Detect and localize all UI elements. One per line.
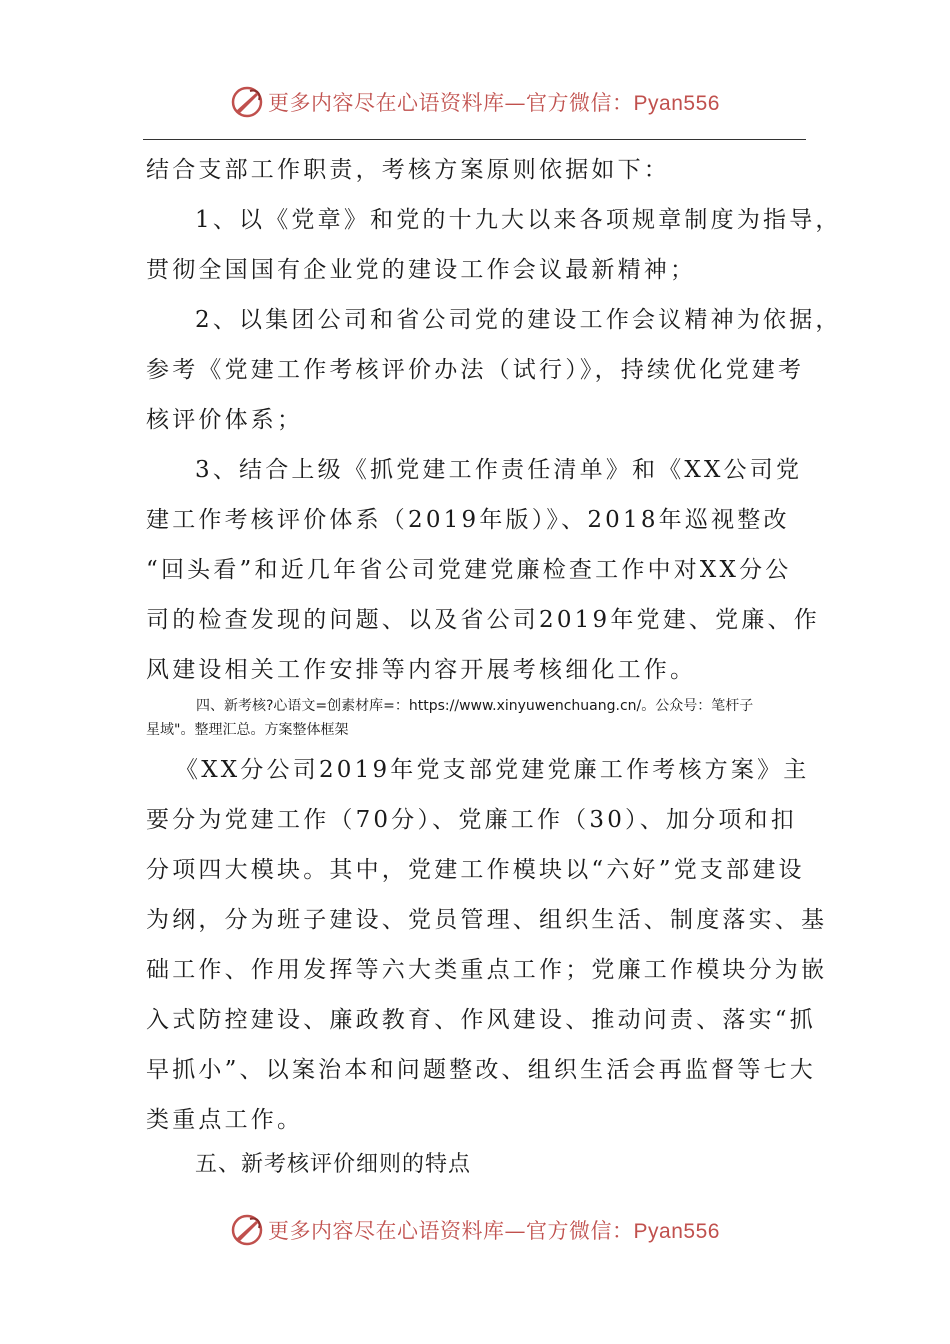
footer-banner — [0, 1210, 950, 1250]
body-line-12: 《XX分公司2019年党支部党建党廉工作考核方案》主 — [175, 757, 810, 783]
body-line-2: 1、以《党章》和党的十九大以来各项规章制度为指导， — [195, 207, 842, 233]
body-line-14: 分项四大模块。其中，党建工作模块以“六好”党支部建设 — [146, 857, 805, 883]
header-banner — [0, 82, 950, 122]
body-line-15: 为纲，分为班子建设、党员管理、组织生活、制度落实、基 — [146, 907, 828, 933]
footer-wechat-id: Pyan556 — [633, 1220, 720, 1243]
body-line-17: 入式防控建设、廉政教育、作风建设、推动问责、落实“抓 — [146, 1007, 816, 1033]
quill-logo-icon — [230, 85, 264, 119]
body-line-10: 司的检查发现的问题、以及省公司2019年党建、党廉、作 — [146, 607, 820, 633]
body-line-8: 建工作考核评价体系（2019年版）》、2018年巡视整改 — [146, 507, 790, 533]
footer-banner-text: 更多内容尽在心语资料库—官方微信：Pyan556 — [268, 1219, 720, 1243]
header-rule — [143, 139, 806, 140]
body-line-7: 3、结合上级《抓党建工作责任清单》和《XX公司党 — [195, 457, 803, 483]
body-line-3: 贯彻全国国有企业党的建设工作会议最新精神； — [146, 257, 697, 283]
body-line-6: 核评价体系； — [146, 407, 304, 433]
header-wechat-id: Pyan556 — [633, 92, 720, 115]
body-line-11: 风建设相关工作安排等内容开展考核细化工作。 — [146, 657, 697, 683]
inserted-note-line-2: 星域"。整理汇总。方案整体框架 — [146, 722, 349, 738]
inserted-note-line-1: 四、新考核?心语文=创素材库=：https://www.xinyuwenchuang.cn/。公众号：笔杆子 — [196, 698, 754, 714]
body-line-13: 要分为党建工作（70分）、党廉工作（30）、加分项和扣 — [146, 807, 797, 833]
body-line-16: 础工作、作用发挥等六大类重点工作；党廉工作模块分为嵌 — [146, 957, 828, 983]
body-line-5: 参考《党建工作考核评价办法（试行）》，持续优化党建考 — [146, 357, 805, 383]
body-line-4: 2、以集团公司和省公司党的建设工作会议精神为依据， — [195, 307, 842, 333]
quill-logo-icon — [230, 1213, 264, 1247]
body-line-19: 类重点工作。 — [146, 1107, 304, 1133]
body-line-9: “回头看”和近几年省公司党建党廉检查工作中对XX分公 — [146, 557, 792, 583]
section-heading: 五、新考核评价细则的特点 — [195, 1152, 472, 1177]
header-banner-text: 更多内容尽在心语资料库—官方微信：Pyan556 — [268, 91, 720, 115]
body-line-18: 早抓小”、以案治本和问题整改、组织生活会再监督等七大 — [146, 1057, 816, 1083]
body-line-1: 结合支部工作职责，考核方案原则依据如下： — [146, 157, 670, 183]
